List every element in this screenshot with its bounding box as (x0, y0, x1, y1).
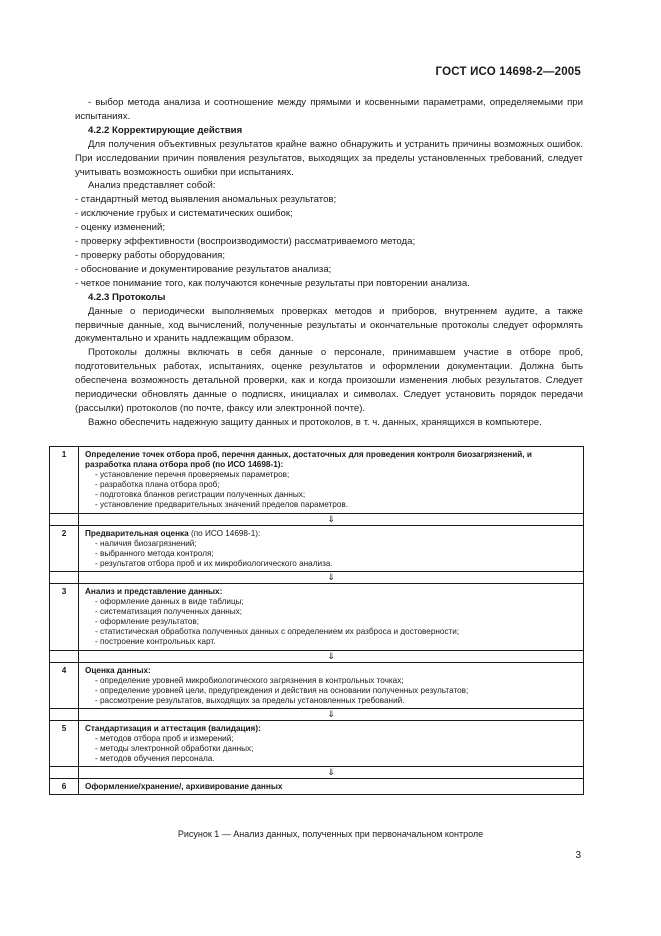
step-item: - разработка плана отбора проб; (95, 480, 220, 490)
flow-step (50, 720, 584, 766)
step-item: - методов обучения персонала. (95, 754, 215, 764)
flow-step (50, 662, 584, 708)
step-title: Оценка данных: (85, 665, 151, 675)
step-item: - методы электронной обработки данных; (95, 744, 254, 754)
step-item: - оформление данных в виде таблицы; (95, 597, 244, 607)
step-item: - оформление результатов; (95, 617, 200, 627)
step-item: - подготовка бланков регистрации полученных данных; (95, 490, 306, 500)
down-arrow-icon: ⇓ (79, 571, 584, 583)
section-heading: 4.2.2 Корректирующие действия (88, 124, 243, 136)
step-title: Предварительная оценка (85, 528, 189, 538)
section-heading: 4.2.3 Протоколы (88, 291, 166, 303)
step-item: - систематизация полученных данных; (95, 607, 242, 617)
arrow-row (50, 650, 584, 662)
document-header: ГОСТ ИСО 14698-2—2005 (435, 66, 581, 78)
list-item: - стандартный метод выявления аномальных результатов; (75, 194, 337, 206)
paragraph: Данные о периодически выполняемых проверках методов и приборов, внутреннем аудите, а также первичные данные, ход вычислений, полученные результаты и окончательные протоколы следует оформлять документально и хранить надлежащим образом. (75, 305, 583, 345)
list-item: - обоснование и документирование результатов анализа; (75, 263, 332, 275)
body-text (75, 96, 583, 430)
arrow-row (50, 571, 584, 583)
step-item: - статистическая обработка полученных данных с определением их разброса и достоверности; (95, 627, 460, 637)
step-item: - построение контрольных карт. (95, 637, 216, 647)
step-content (79, 525, 584, 571)
step-item: - результатов отбора проб и их микробиологического анализа. (95, 558, 333, 568)
step-item: - выбранного метода контроля; (95, 548, 214, 558)
step-number: 1 (50, 447, 79, 514)
step-item: - определение уровней цели, предупреждения и действия на основании полученных результатов; (95, 685, 469, 695)
step-number: 2 (50, 525, 79, 571)
arrow-row (50, 513, 584, 525)
list-item: - исключение грубых и систематических ошибок; (75, 208, 293, 220)
step-item: - установление предварительных значений пределов параметров. (95, 500, 348, 510)
list-item: - проверку эффективности (воспроизводимости) рассматриваемого метода; (75, 236, 416, 248)
down-arrow-icon: ⇓ (79, 650, 584, 662)
flow-step (50, 779, 584, 795)
paragraph: Важно обеспечить надежную защиту данных и протоколов, в т. ч. данных, хранящихся в компьютере. (88, 416, 542, 428)
list-item: - проверку работы оборудования; (75, 249, 226, 261)
step-number: 4 (50, 662, 79, 708)
paragraph: - выбор метода анализа и соотношение между прямыми и косвенными параметрами, определяемыми при испытаниях. (75, 97, 583, 122)
step-number: 3 (50, 583, 79, 650)
down-arrow-icon: ⇓ (79, 708, 584, 720)
step-number: 6 (50, 779, 79, 795)
step-title-suffix: (по ИСО 14698-1): (188, 528, 261, 538)
step-item: - наличия биозагрязнений; (95, 538, 197, 548)
list-item: - оценку изменений; (75, 222, 165, 234)
arrow-row (50, 708, 584, 720)
step-title: Определение точек отбора проб, перечня данных, достаточных для проведения контроля биозагрязнений, и разработка плана отбора проб (по ИСО 14698-1): (85, 450, 532, 470)
step-title: Анализ и представление данных: (85, 586, 223, 596)
list-item: - четкое понимание того, как получаются конечные результаты при повторении анализа. (75, 277, 470, 289)
step-number: 5 (50, 720, 79, 766)
paragraph: Для получения объективных результатов крайне важно обнаружить и устранить причины возможных ошибок. При исследовании причин появления результатов, выходящих за пределы установленных требований, следует учитывать возможность ошибки при испытаниях. (75, 138, 583, 178)
paragraph: Протоколы должны включать в себя данные о персонале, принимавшем участие в отборе проб, подготовительных работах, испытаниях, оценке результатов и оформлении документации. Должна быть обеспечена возможность детальной проверки, как и когда произошли изменения любых результатов. Следует периодически обновлять данные о подписях, инициалах и символах. Следует установить порядок передачи (рассылки) протоколов (по почте, факсу или электронной почте). (75, 347, 583, 414)
step-content (79, 583, 584, 650)
step-item: - рассмотрение результатов, выходящих за пределы установленных требований. (95, 695, 405, 705)
step-item: - установление перечня проверяемых параметров; (95, 470, 290, 480)
step-title: Стандартизация и аттестация (валидация): (85, 723, 261, 733)
paragraph: Анализ представляет собой: (88, 180, 216, 192)
step-item: - определение уровней микробиологического загрязнения в контрольных точках; (95, 675, 404, 685)
flow-step (50, 525, 584, 571)
step-content (79, 662, 584, 708)
step-title: Оформление/хранение/, архивирование данных (85, 782, 283, 792)
page-number: 3 (575, 850, 581, 861)
flow-table (49, 446, 584, 795)
step-content (79, 720, 584, 766)
down-arrow-icon: ⇓ (79, 767, 584, 779)
step-item: - методов отбора проб и измерений; (95, 733, 234, 743)
flow-step (50, 447, 584, 514)
figure-caption: Рисунок 1 — Анализ данных, полученных при первоначальном контроле (177, 829, 484, 839)
flow-step (50, 583, 584, 650)
step-content (79, 779, 584, 795)
step-content (79, 447, 584, 514)
down-arrow-icon: ⇓ (79, 513, 584, 525)
arrow-row (50, 767, 584, 779)
